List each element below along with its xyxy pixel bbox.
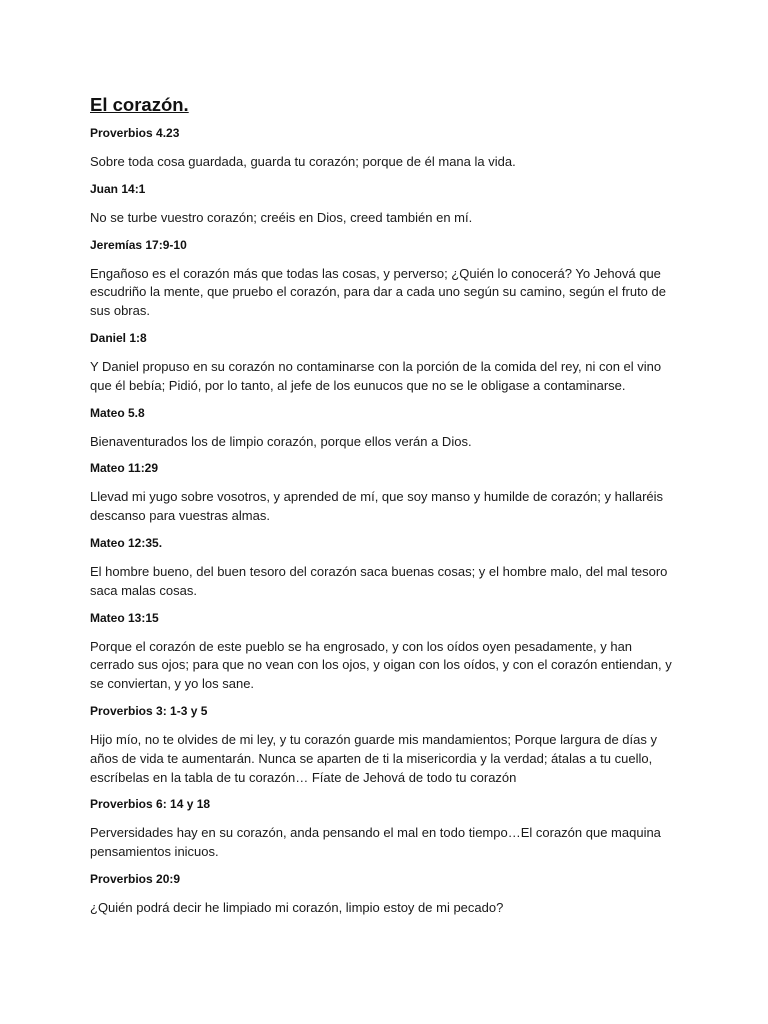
verse-reference: Jeremías 17:9-10 — [90, 237, 187, 252]
verse-text: ¿Quién podrá decir he limpiado mi corazón, limpio estoy de mi pecado? — [90, 899, 504, 915]
verse-text: Y Daniel propuso en su corazón no contaminarse con la porción de la comida del rey, ni con el vino que él bebía; Pidió, por lo tanto, al jefe de los eunucos que no se le obligase a contaminarse. — [90, 358, 662, 393]
verse-text: Llevad mi yugo sobre vosotros, y aprended de mí, que soy manso y humilde de corazón; y hallaréis descanso para vuestras almas. — [90, 489, 664, 524]
verse-entry — [90, 237, 678, 321]
verse-text: Porque el corazón de este pueblo se ha engrosado, y con los oídos oyen pesadamente, y han cerrado sus ojos; para que no vean con los ojos, y oigan con los oídos, y con el corazón entiendan, y se conviertan, y yo los sane. — [90, 638, 672, 692]
verse-reference: Juan 14:1 — [90, 181, 146, 196]
verse-reference: Mateo 13:15 — [90, 610, 159, 625]
verse-entry — [90, 181, 678, 228]
verse-list — [90, 125, 678, 918]
verse-reference: Proverbios 20:9 — [90, 871, 181, 886]
verse-entry — [90, 330, 678, 396]
verse-reference: Daniel 1:8 — [90, 330, 147, 345]
verse-text: Bienaventurados los de limpio corazón, porque ellos verán a Dios. — [90, 433, 472, 449]
verse-reference: Proverbios 3: 1-3 y 5 — [90, 703, 208, 718]
verse-entry — [90, 871, 678, 918]
verse-entry — [90, 796, 678, 862]
verse-reference: Mateo 5.8 — [90, 405, 145, 420]
verse-text: Sobre toda cosa guardada, guarda tu corazón; porque de él mana la vida. — [90, 154, 516, 169]
verse-text: El hombre bueno, del buen tesoro del corazón saca buenas cosas; y el hombre malo, del mal tesoro saca malas cosas. — [90, 563, 668, 598]
verse-reference: Proverbios 6: 14 y 18 — [90, 797, 211, 812]
verse-text: Engañoso es el corazón más que todas las cosas, y perverso; ¿Quién lo conocerá? Yo Jehová que escudriño la mente, que pruebo el corazón, para dar a cada uno según su camino, según el fruto de sus obras. — [90, 265, 666, 319]
verse-entry — [90, 125, 678, 172]
verse-text: No se turbe vuestro corazón; creéis en Dios, creed también en mí. — [90, 209, 473, 225]
document-title: El corazón. — [90, 94, 189, 115]
verse-reference: Proverbios 4.23 — [90, 126, 180, 140]
verse-reference: Mateo 12:35. — [90, 535, 163, 550]
verse-entry — [90, 405, 678, 452]
verse-entry — [90, 610, 678, 694]
verse-text: Hijo mío, no te olvides de mi ley, y tu corazón guarde mis mandamientos; Porque largura de días y años de vida te aumentarán. Nunca se aparten de ti la misericordia y la verdad; átalas a tu cuello, escríbelas en la tabla de tu corazón… Fíate de Jehová de todo tu corazón — [90, 731, 657, 785]
verse-entry — [90, 460, 678, 526]
verse-entry — [90, 703, 678, 787]
verse-reference: Mateo 11:29 — [90, 461, 159, 476]
verse-entry — [90, 535, 678, 601]
verse-text: Perversidades hay en su corazón, anda pensando el mal en todo tiempo…El corazón que maquina pensamientos inicuos. — [90, 825, 661, 860]
